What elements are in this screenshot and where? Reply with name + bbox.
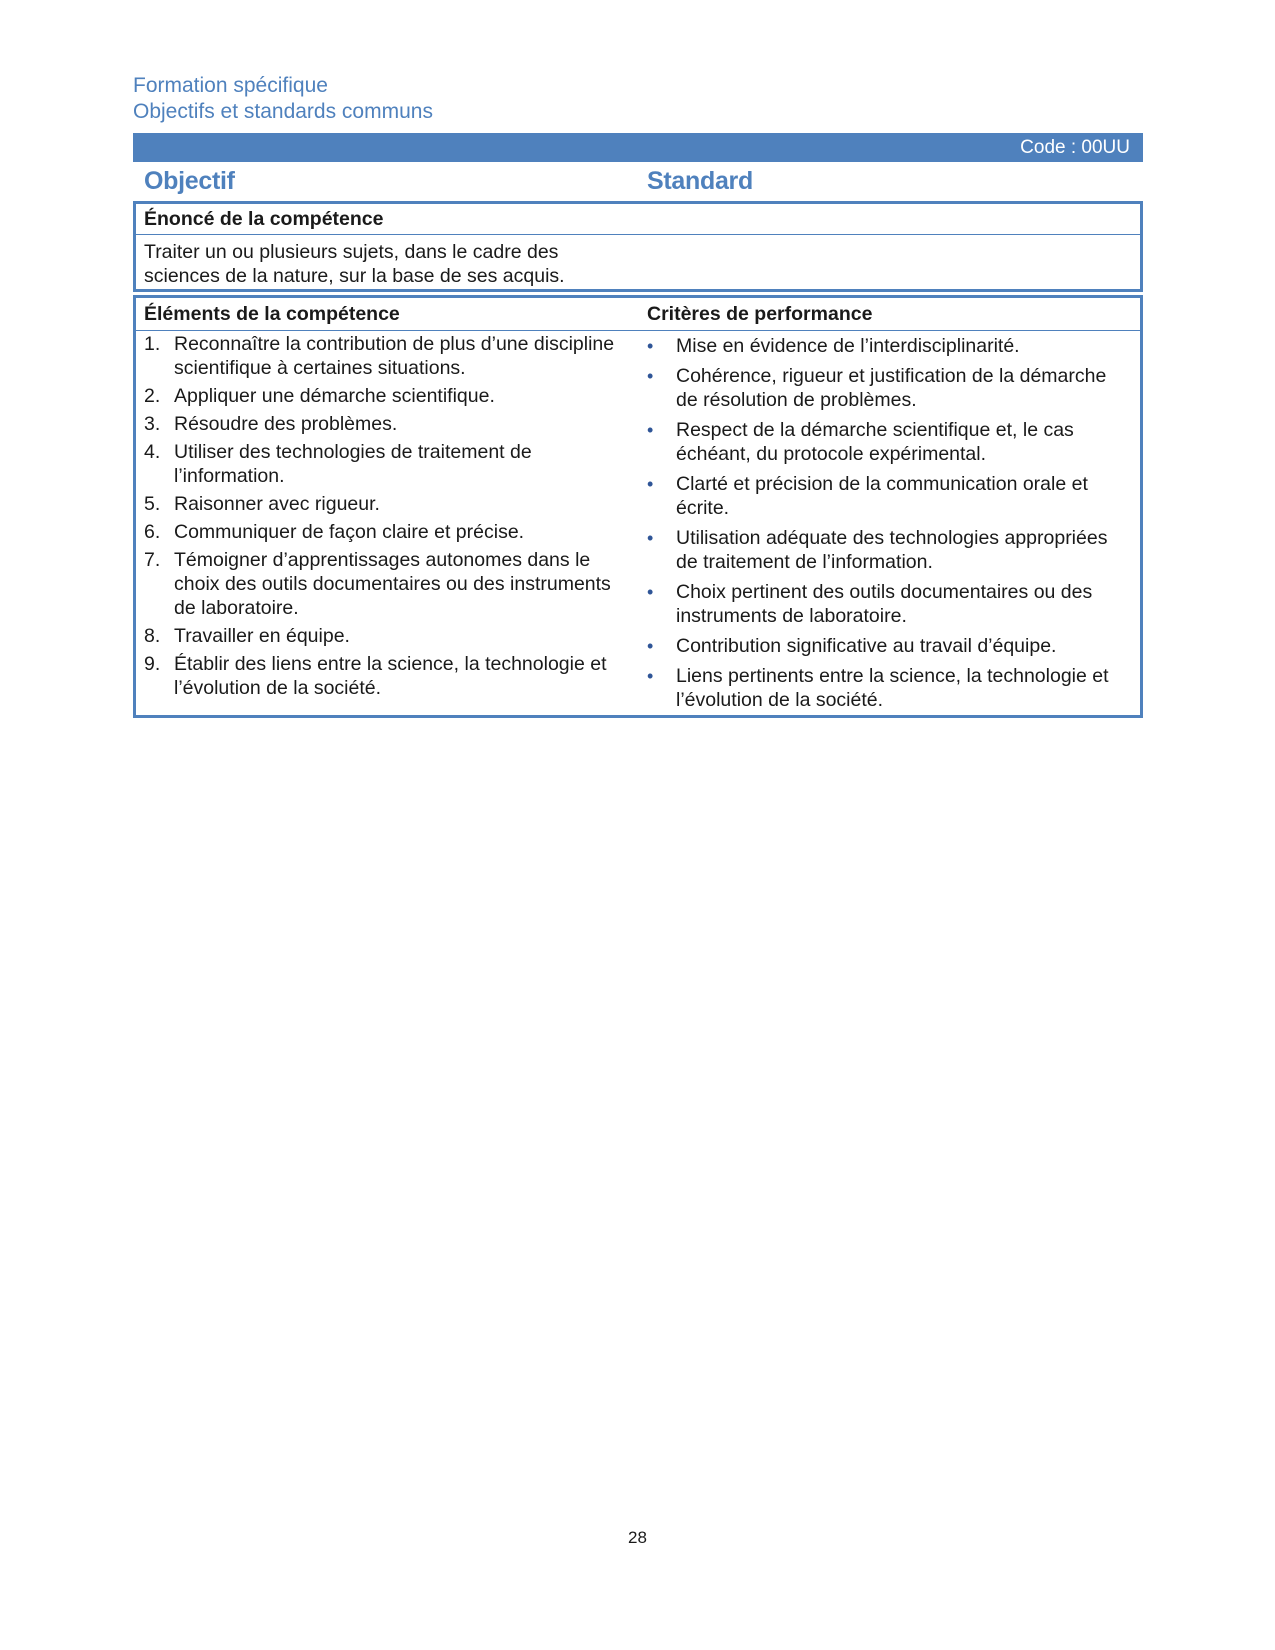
column-heading-objectif: Objectif [144,167,235,195]
item-text: Communiquer de façon claire et précise. [174,521,525,543]
header-line-formation: Formation spécifique [133,74,328,97]
bullet-icon: • [647,582,654,602]
elements-header-row [136,298,1140,331]
elements-box [133,295,1143,718]
item-number: 9. [144,653,161,675]
page-number: 28 [628,1528,647,1547]
criterion-text: Clarté et précision de la communication orale et écrite. [676,473,1088,519]
list-item [144,652,634,700]
item-text: Témoigner d’apprentissages autonomes dans le choix des outils documentaires ou des instruments de laboratoire. [174,549,611,619]
bullet-icon: • [647,528,654,548]
item-text: Résoudre des problèmes. [174,413,398,435]
list-item [144,548,634,620]
code-label: Code : 00UU [1020,137,1130,158]
bullet-icon: • [647,420,654,440]
criteria-heading: Critères de performance [647,303,873,325]
list-item [144,412,634,436]
list-item [647,634,1127,658]
list-item [144,332,634,380]
list-item [647,418,1127,466]
bullet-icon: • [647,474,654,494]
list-item [647,334,1127,358]
item-number: 5. [144,493,161,515]
list-item [647,526,1127,574]
column-heading-standard: Standard [647,167,753,195]
enonce-title: Énoncé de la compétence [136,204,1140,235]
item-text: Appliquer une démarche scientifique. [174,385,495,407]
bullet-icon: • [647,336,654,356]
header-line-objectifs: Objectifs et standards communs [133,100,433,123]
enonce-box [133,201,1143,292]
item-text: Utiliser des technologies de traitement de l’information. [174,441,532,487]
item-number: 1. [144,333,161,355]
criterion-text: Mise en évidence de l’interdisciplinarité. [676,335,1020,357]
list-item [647,472,1127,520]
item-text: Reconnaître la contribution de plus d’une discipline scientifique à certaines situations. [174,333,615,379]
criterion-text: Respect de la démarche scientifique et, le cas échéant, du protocole expérimental. [676,419,1074,465]
list-item [647,664,1127,712]
bullet-icon: • [647,366,654,386]
criteria-list [647,334,1127,718]
criterion-text: Contribution significative au travail d’équipe. [676,635,1057,657]
criterion-text: Liens pertinents entre la science, la technologie et l’évolution de la société. [676,665,1109,711]
criterion-text: Cohérence, rigueur et justification de la démarche de résolution de problèmes. [676,365,1107,411]
bullet-icon: • [647,666,654,686]
enonce-text: Traiter un ou plusieurs sujets, dans le cadre des sciences de la nature, sur la base de ses acquis. [144,241,565,287]
list-item [144,624,634,648]
document-header [133,73,433,125]
elements-list [144,332,634,704]
list-item [144,440,634,488]
item-number: 4. [144,441,161,463]
list-item [144,520,634,544]
code-bar [133,133,1143,162]
criterion-text: Choix pertinent des outils documentaires ou des instruments de laboratoire. [676,581,1093,627]
elements-heading: Éléments de la compétence [144,303,400,325]
item-number: 3. [144,413,161,435]
item-number: 8. [144,625,161,647]
list-item [647,580,1127,628]
list-item [144,384,634,408]
item-text: Travailler en équipe. [174,625,350,647]
bullet-icon: • [647,636,654,656]
item-text: Établir des liens entre la science, la technologie et l’évolution de la société. [174,653,607,699]
list-item [144,492,634,516]
item-number: 7. [144,549,161,571]
item-number: 6. [144,521,161,543]
criterion-text: Utilisation adéquate des technologies appropriées de traitement de l’information. [676,527,1108,573]
list-item [647,364,1127,412]
item-number: 2. [144,385,161,407]
item-text: Raisonner avec rigueur. [174,493,380,515]
